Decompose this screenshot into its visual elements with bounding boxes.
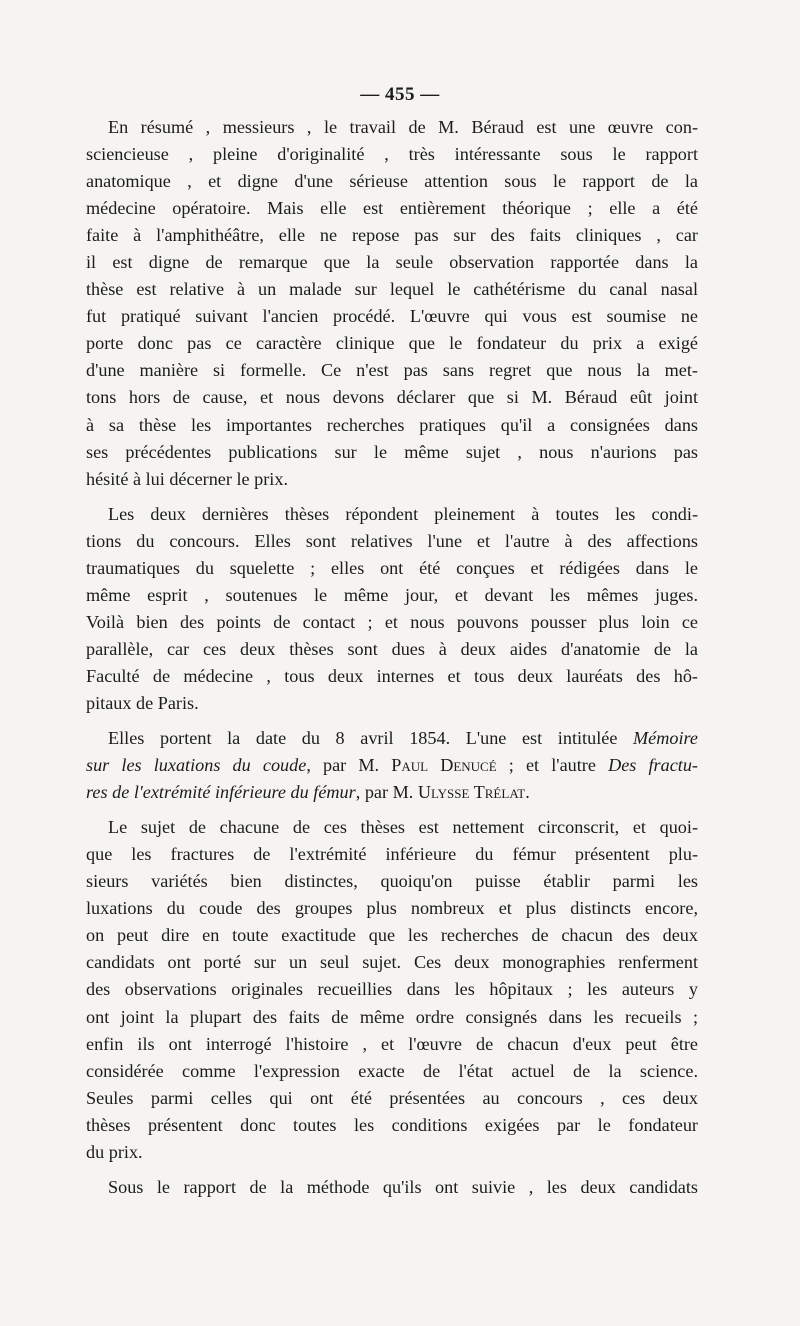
paragraph	[86, 501, 698, 717]
text-line	[86, 501, 698, 528]
text-segment: enfin ils ont interrogé l'histoire , et l'œuvre de chacun d'eux peut être	[86, 1033, 698, 1054]
italic-text: Des fractu-	[608, 755, 698, 776]
body-text	[86, 114, 698, 1209]
text-line	[86, 636, 698, 663]
text-line	[86, 384, 698, 411]
text-line	[86, 439, 698, 466]
text-line	[86, 1004, 698, 1031]
text-segment: il est digne de remarque que la seule observation rapportée dans la	[86, 252, 698, 273]
text-segment: parallèle, car ces deux thèses sont dues à deux aides d'anatomie de la	[86, 638, 698, 659]
text-segment: tons hors de cause, et nous devons déclarer que si M. Béraud eût joint	[86, 387, 698, 408]
text-line	[86, 141, 698, 168]
small-caps-name: Paul Denucé	[391, 755, 497, 776]
text-segment: tions du concours. Elles sont relatives l'une et l'autre à des affections	[86, 530, 698, 551]
text-line	[86, 1112, 698, 1139]
text-line	[86, 528, 698, 555]
text-segment: sciencieuse , pleine d'originalité , très intéressante sous le rapport	[86, 144, 698, 165]
paragraph	[86, 814, 698, 1166]
text-line	[86, 1174, 698, 1201]
text-segment: à sa thèse les importantes recherches pratiques qu'il a consignées dans	[86, 414, 698, 435]
text-line	[86, 412, 698, 439]
text-line	[86, 330, 698, 357]
text-line	[86, 922, 698, 949]
text-line	[86, 1058, 698, 1085]
text-segment: porte donc pas ce caractère clinique que le fondateur du prix a exigé	[86, 333, 698, 354]
paragraph	[86, 725, 698, 806]
small-caps-name: Ulysse Trélat	[417, 782, 526, 803]
text-segment: , par M.	[306, 755, 392, 776]
text-line	[86, 168, 698, 195]
text-segment: luxations du coude des groupes plus nombreux et plus distincts encore,	[86, 898, 698, 919]
text-segment: hésité à lui décerner le prix.	[86, 468, 288, 489]
text-segment: des observations originales recueillies dans les hôpitaux ; les auteurs y	[86, 979, 698, 1000]
text-segment: ; et l'autre	[496, 755, 609, 776]
text-segment: pitaux de Paris.	[86, 692, 199, 713]
text-segment: Le sujet de chacune de ces thèses est nettement circonscrit, et quoi-	[108, 817, 698, 838]
text-line	[86, 752, 698, 779]
text-line	[86, 868, 698, 895]
text-line	[86, 195, 698, 222]
text-segment: Les deux dernières thèses répondent pleinement à toutes les condi-	[108, 503, 698, 524]
text-line	[86, 779, 698, 806]
text-line	[86, 357, 698, 384]
italic-text: sur les luxations du coude	[86, 755, 307, 776]
text-segment: anatomique , et digne d'une sérieuse attention sous le rapport de la	[86, 171, 698, 192]
paragraph	[86, 114, 698, 493]
text-line	[86, 582, 698, 609]
text-line	[86, 249, 698, 276]
text-segment: considérée comme l'expression exacte de l'état actuel de la science.	[86, 1060, 698, 1081]
text-segment: .	[525, 782, 530, 803]
text-segment: d'une manière si formelle. Ce n'est pas sans regret que nous la met-	[86, 360, 698, 381]
text-segment: médecine opératoire. Mais elle est entièrement théorique ; elle a été	[86, 198, 698, 219]
text-segment: En résumé , messieurs , le travail de M. Béraud est une œuvre con-	[108, 117, 698, 137]
text-segment: Seules parmi celles qui ont été présentées au concours , ces deux	[86, 1087, 698, 1108]
text-segment: faite à l'amphithéâtre, elle ne repose pas sur des faits cliniques , car	[86, 225, 698, 246]
text-line	[86, 949, 698, 976]
text-segment: on peut dire en toute exactitude que les recherches de chacun des deux	[86, 925, 698, 946]
text-line	[86, 276, 698, 303]
text-segment: thèse est relative à un malade sur lequel le cathétérisme du canal nasal	[86, 279, 698, 300]
text-line	[86, 976, 698, 1003]
italic-text: Mémoire	[633, 728, 698, 749]
text-segment: Sous le rapport de la méthode qu'ils ont suivie , les deux candidats	[108, 1176, 698, 1197]
text-line	[86, 1031, 698, 1058]
text-segment: thèses présentent donc toutes les conditions exigées par le fondateur	[86, 1114, 698, 1135]
text-segment: que les fractures de l'extrémité inférieure du fémur présentent plu-	[86, 844, 698, 865]
text-segment: traumatiques du squelette ; elles ont été conçues et rédigées dans le	[86, 557, 698, 578]
text-segment: ses précédentes publications sur le même sujet , nous n'aurions pas	[86, 441, 698, 462]
text-line	[86, 690, 698, 717]
text-segment: candidats ont porté sur un seul sujet. Ces deux monographies renferment	[86, 952, 698, 973]
text-segment: même esprit , soutenues le même jour, et devant les mêmes juges.	[86, 584, 698, 605]
text-segment: Faculté de médecine , tous deux internes et tous deux lauréats des hô-	[86, 665, 698, 686]
text-segment: ont joint la plupart des faits de même ordre consignés dans les recueils ;	[86, 1006, 698, 1027]
text-segment: Elles portent la date du 8 avril 1854. L'une est intitulée	[108, 728, 634, 749]
text-line	[86, 841, 698, 868]
text-line	[86, 114, 698, 141]
text-line	[86, 609, 698, 636]
text-line	[86, 303, 698, 330]
text-segment: , par M.	[355, 782, 418, 803]
text-line	[86, 663, 698, 690]
text-line	[86, 1139, 698, 1166]
text-line	[86, 814, 698, 841]
text-segment: Voilà bien des points de contact ; et nous pouvons pousser plus loin ce	[86, 611, 698, 632]
text-segment: fut pratiqué suivant l'ancien procédé. L'œuvre qui vous est soumise ne	[86, 306, 698, 327]
text-line	[86, 222, 698, 249]
italic-text: res de l'extrémité inférieure du fémur	[86, 782, 356, 803]
paragraph	[86, 1174, 698, 1201]
text-line	[86, 895, 698, 922]
text-line	[86, 466, 698, 493]
text-line	[86, 725, 698, 752]
page-number: — 455 —	[360, 84, 440, 105]
text-line	[86, 1085, 698, 1112]
text-line	[86, 555, 698, 582]
text-segment: sieurs variétés bien distinctes, quoiqu'on puisse établir parmi les	[86, 871, 698, 892]
text-segment: du prix.	[86, 1141, 143, 1162]
